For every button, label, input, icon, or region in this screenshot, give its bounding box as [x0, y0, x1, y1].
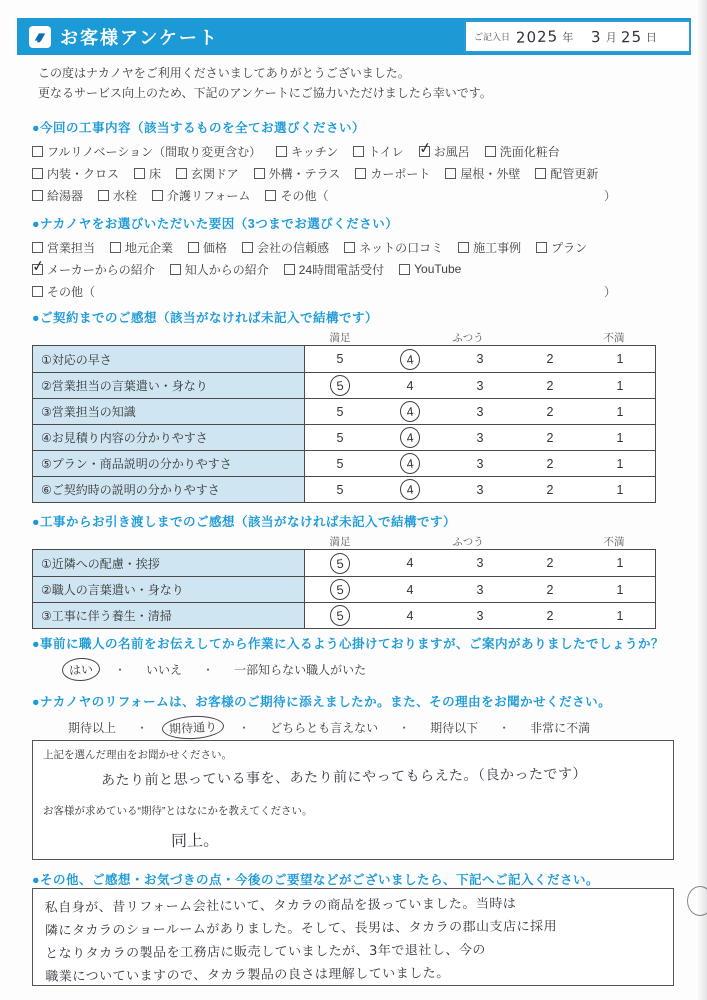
rating-cell-2[interactable]	[515, 425, 585, 450]
checkbox-icon[interactable]	[399, 264, 410, 275]
checkbox-option[interactable]	[32, 239, 95, 256]
checkbox-icon[interactable]	[152, 190, 163, 201]
expectation-definition-answer-handwriting: 同上。	[170, 830, 220, 851]
rating-cell-3[interactable]	[445, 451, 515, 476]
checkbox-label: 屋根・外壁	[460, 166, 521, 181]
checkbox-label: その他（	[280, 188, 329, 203]
rating-value: 2	[546, 556, 554, 570]
date-month-value: 3	[590, 27, 603, 46]
rating-cell-1[interactable]	[585, 399, 655, 424]
checkbox-option[interactable]	[110, 239, 173, 256]
rating-cell-3[interactable]	[445, 550, 515, 576]
option[interactable]: どちらとも言えない	[270, 721, 379, 735]
other-comments-box[interactable]	[32, 888, 674, 986]
handwritten-line: 隣にタカラのショールームがありました。そして、長男は、タカラの郡山支店に採用	[44, 919, 558, 939]
option-separator: ・	[202, 663, 215, 677]
nakanoya-logo-icon	[29, 26, 51, 48]
checkbox-option[interactable]	[276, 143, 338, 160]
checkbox-icon[interactable]	[485, 146, 496, 157]
checkbox-label: お風呂	[433, 144, 470, 159]
option[interactable]: 期待以上	[68, 721, 117, 735]
checkbox-option[interactable]	[355, 165, 430, 182]
checkbox-row	[32, 140, 674, 162]
checkbox-label: 水栓	[113, 188, 138, 203]
rating-row	[33, 424, 655, 450]
date-day-value: 25	[620, 27, 643, 46]
circled-rating-value: 5	[329, 578, 351, 601]
rating-cell-5[interactable]	[305, 425, 375, 450]
rating-row-label: ③工事に伴う養生・清掃	[33, 603, 305, 628]
rating-value: 3	[476, 582, 484, 597]
rating-row	[33, 476, 655, 502]
checkbox-option[interactable]	[353, 143, 403, 160]
checkbox-option[interactable]	[98, 187, 137, 204]
rating-cell-1[interactable]	[585, 550, 655, 576]
pen-mark	[687, 886, 707, 916]
reason-prompt: 上記を選んだ理由をお聞かせください。	[43, 749, 232, 761]
checkbox-icon[interactable]	[284, 264, 295, 275]
rating-cell-2[interactable]	[515, 550, 585, 576]
option[interactable]: 期待以下	[430, 721, 479, 735]
checkbox-icon[interactable]	[110, 242, 121, 253]
close-paren: ）	[603, 284, 616, 299]
checkbox-option[interactable]	[242, 239, 329, 256]
question-heading: ●事前に職人の名前をお伝えしてから作業に入るよう心掛けておりますが、ご案内がありましたでしょうか？	[32, 637, 665, 651]
rating-value: 2	[546, 482, 554, 497]
rating-value: 1	[616, 556, 624, 570]
rating-cell-4[interactable]	[375, 550, 445, 576]
rating-value: 1	[616, 456, 624, 471]
scale-label-normal: ふつう	[452, 332, 484, 344]
rating-cell-5[interactable]	[305, 603, 375, 628]
rating-value: 3	[476, 456, 484, 471]
checkbox-label: 介護リフォーム	[167, 188, 251, 203]
rating-value: 3	[476, 556, 484, 570]
checked-checkbox-icon[interactable]	[417, 138, 433, 158]
checkbox-label: 給湯器	[47, 188, 84, 203]
checkbox-label: キッチン	[291, 144, 339, 159]
option[interactable]: 一部知らない職人がいた	[234, 663, 367, 677]
checkbox-option[interactable]	[284, 261, 384, 278]
page-title: お客様アンケート	[60, 27, 219, 48]
circled-rating-value: 4	[399, 452, 421, 475]
question-expectation	[32, 692, 674, 739]
section-heading: ●ご契約までのご感想（該当がなければ未記入で結構です）	[32, 311, 379, 325]
checkbox-option[interactable]	[344, 239, 443, 256]
checkbox-icon[interactable]	[32, 146, 43, 157]
handwritten-line: 私自身が、昔リフォーム会社にいて、タカラの商品を扱っていました。当時は	[44, 896, 517, 916]
checkbox-label: 知人からの紹介	[184, 262, 269, 277]
rating-value: 5	[336, 430, 344, 445]
checkmark-icon: ✓	[417, 138, 433, 158]
rating-value: 2	[546, 404, 554, 419]
checkbox-icon[interactable]	[32, 168, 43, 179]
checkbox-option[interactable]	[254, 165, 341, 182]
rating-value: 3	[476, 430, 484, 445]
checkbox-icon[interactable]	[276, 146, 287, 157]
circled-rating-value: 4	[399, 478, 421, 501]
rating-row	[33, 450, 655, 476]
checkbox-row	[32, 184, 674, 206]
checkbox-icon[interactable]	[353, 146, 364, 157]
rating-value: 1	[616, 430, 624, 445]
month-unit: 月	[605, 31, 617, 44]
rating-value: 4	[406, 608, 414, 623]
checkbox-label: メーカーからの紹介	[47, 262, 155, 277]
rating-row-label: ⑤プラン・商品説明の分かりやすさ	[33, 451, 305, 476]
question-heading: ●ナカノヤのリフォームは、お客様のご期待に添えましたか。また、その理由をお聞かせください。	[32, 695, 612, 709]
date-label: ご記入日	[474, 32, 511, 42]
checkmark-icon: ✓	[30, 256, 46, 276]
rating-row	[33, 372, 655, 398]
checkbox-option[interactable]	[32, 165, 119, 182]
rating-value: 3	[476, 608, 484, 623]
checkbox-option[interactable]	[170, 261, 269, 278]
rating-cell-5[interactable]	[305, 373, 375, 398]
day-unit: 日	[645, 31, 657, 44]
checkbox-label: トイレ	[368, 144, 404, 159]
checkbox-option[interactable]	[535, 165, 598, 182]
intro-line-1: この度はナカノヤをご利用くださいましてありがとうございました。	[38, 66, 410, 80]
rating-value: 5	[336, 404, 344, 419]
rating-cell-3[interactable]	[445, 399, 515, 424]
handwritten-line: 職業についていますので、タカラ製品の良さは理解していました。	[45, 966, 450, 985]
rating-value: 2	[546, 430, 554, 445]
circled-option[interactable]: 期待通り	[161, 714, 224, 740]
scale-label-normal: ふつう	[452, 536, 484, 548]
rating-scale-header	[32, 330, 674, 345]
checkbox-label: YouTube	[414, 262, 462, 276]
scan-edge-shadow	[697, 0, 707, 1000]
checkbox-label: 24時間電話受付	[298, 262, 385, 277]
option-separator: ・	[498, 721, 511, 735]
checkbox-label: 玄関ドア	[191, 166, 239, 181]
checkbox-option[interactable]	[152, 187, 250, 204]
checkbox-label: その他（	[47, 284, 96, 299]
expectation-definition-prompt: お客様が求めている“期待”とはなにかを教えてください。	[43, 805, 313, 817]
section-heading: ●その他、ご感想・お気づきの点・今後のご要望などがございましたら、下記へご記入ください。	[32, 873, 600, 887]
checkbox-row	[32, 236, 674, 258]
circled-rating-value: 4	[399, 426, 421, 449]
checkbox-label: カーポート	[370, 166, 431, 181]
rating-cell-4[interactable]	[375, 477, 445, 502]
close-paren: ）	[603, 188, 616, 203]
rating-cell-2[interactable]	[515, 577, 585, 602]
circled-rating-value: 5	[329, 374, 351, 397]
rating-cell-3[interactable]	[445, 603, 515, 628]
checkbox-option[interactable]	[265, 187, 328, 204]
checkbox-label: 内装・クロス	[47, 166, 120, 181]
checkbox-option[interactable]	[176, 165, 239, 182]
rating-value: 1	[616, 378, 624, 393]
checkbox-icon[interactable]	[98, 190, 109, 201]
checkbox-icon[interactable]	[445, 168, 456, 179]
checkbox-label: 洗面化粧台	[499, 144, 560, 159]
checkbox-option[interactable]	[485, 143, 560, 160]
option[interactable]: いいえ	[146, 663, 183, 677]
rating-cell-2[interactable]	[515, 603, 585, 628]
intro-text	[38, 64, 492, 104]
expectation-options	[62, 716, 674, 739]
rating-row	[33, 602, 655, 628]
circled-rating-value: 5	[329, 604, 351, 627]
scale-label-dissatisfied: 不満	[603, 332, 625, 344]
checkbox-label: 営業担当	[47, 240, 96, 255]
rating-value: 1	[616, 352, 624, 366]
rating-cell-3[interactable]	[445, 346, 515, 372]
rating-cell-3[interactable]	[445, 577, 515, 602]
circled-rating-value: 4	[399, 400, 421, 423]
checkbox-label: 外構・テラス	[268, 166, 341, 181]
checkbox-label: 価格	[203, 240, 228, 255]
reason-answer-handwriting: あたり前と思っている事を、あたり前にやってもらえた。（良かったです）	[100, 766, 588, 789]
checkbox-label: 配管更新	[550, 166, 599, 181]
checkbox-icon[interactable]	[344, 242, 355, 253]
checkbox-icon[interactable]	[458, 242, 469, 253]
rating-cell-4[interactable]	[375, 425, 445, 450]
rating-value: 2	[546, 608, 554, 623]
rating-row	[33, 576, 655, 602]
rating-value: 3	[476, 404, 484, 419]
rating-value: 2	[546, 378, 554, 393]
rating-cell-1[interactable]	[585, 425, 655, 450]
rating-row	[33, 550, 655, 576]
option-separator: ・	[238, 721, 251, 735]
rating-row	[33, 346, 655, 372]
intro-line-2: 更なるサービス向上のため、下記のアンケートにご協力いただけましたら幸いです。	[38, 85, 492, 100]
year-unit: 年	[562, 31, 574, 44]
checkbox-icon[interactable]	[32, 286, 43, 297]
rating-value: 1	[616, 482, 624, 497]
checkbox-label: 施工事例	[473, 240, 522, 255]
rating-scale-header	[32, 534, 674, 549]
checkbox-option[interactable]	[445, 165, 520, 182]
checkbox-row	[32, 162, 674, 184]
checkbox-option[interactable]	[32, 283, 95, 300]
rating-cell-4[interactable]	[375, 577, 445, 602]
checkbox-label: 会社の信頼感	[257, 240, 330, 255]
section-work-content	[32, 118, 674, 206]
checkbox-option[interactable]	[32, 143, 261, 160]
checkbox-icon[interactable]	[355, 168, 366, 179]
rating-value: 5	[336, 482, 344, 497]
rating-value: 4	[406, 582, 414, 597]
rating-cell-1[interactable]	[585, 577, 655, 602]
date-year-value: 2025	[515, 26, 559, 47]
checkbox-icon[interactable]	[170, 264, 181, 275]
rating-value: 1	[616, 608, 624, 623]
checkbox-row	[32, 280, 674, 302]
section-contract-feedback	[32, 308, 674, 503]
checkbox-option[interactable]	[134, 165, 161, 182]
rating-cell-3[interactable]	[445, 477, 515, 502]
rating-cell-2[interactable]	[515, 373, 585, 398]
checkbox-icon[interactable]	[535, 168, 546, 179]
circled-rating-value: 5	[329, 551, 351, 574]
scale-label-satisfied: 満足	[329, 536, 351, 548]
work-checkbox-group	[32, 140, 674, 206]
circled-option[interactable]: はい	[61, 657, 100, 682]
rating-cell-1[interactable]	[585, 373, 655, 398]
other-comments-handwriting	[45, 891, 662, 988]
handwritten-line: となりタカラの製品を工務店に販売していましたが、3年で退社し、今の	[45, 942, 486, 962]
rating-value: 5	[336, 352, 344, 366]
checkbox-label: フルリノベーション（間取り変更含む）	[47, 144, 262, 159]
scale-label-dissatisfied: 不満	[603, 536, 625, 548]
rating-cell-2[interactable]	[515, 346, 585, 372]
rating-row-label: ②営業担当の言葉遣い・身なり	[33, 373, 305, 398]
rating-row-label: ②職人の言葉遣い・身なり	[33, 577, 305, 602]
option-separator: ・	[136, 721, 149, 735]
checkbox-icon[interactable]	[32, 190, 43, 201]
checkbox-option[interactable]	[30, 256, 155, 278]
rating-value: 2	[546, 582, 554, 597]
rating-value: 2	[546, 352, 554, 366]
option[interactable]: 非常に不満	[530, 721, 591, 735]
rating-cell-1[interactable]	[585, 477, 655, 502]
rating-cell-4[interactable]	[375, 603, 445, 628]
question-craftsman-names	[32, 634, 674, 681]
circled-rating-value: 4	[399, 347, 421, 370]
section-heading: ●工事からお引き渡しまでのご感想（該当がなければ未記入で結構です）	[32, 515, 457, 529]
checkbox-option[interactable]	[32, 187, 83, 204]
rating-value: 5	[336, 456, 344, 471]
rating-cell-1[interactable]	[585, 451, 655, 476]
rating-row-label: ⑥ご契約時の説明の分かりやすさ	[33, 477, 305, 502]
rating-row-label: ①対応の早さ	[33, 346, 305, 372]
rating-value: 2	[546, 456, 554, 471]
checkbox-row	[32, 258, 674, 280]
option-separator: ・	[114, 663, 127, 677]
checkbox-option[interactable]	[536, 239, 587, 256]
rating-cell-1[interactable]	[585, 603, 655, 628]
rating-value: 4	[406, 556, 414, 570]
checkbox-option[interactable]	[188, 239, 227, 256]
rating-cell-4[interactable]	[375, 451, 445, 476]
reason-comment-box[interactable]	[32, 740, 674, 860]
rating-cell-5[interactable]	[305, 399, 375, 424]
rating-value: 1	[616, 582, 624, 597]
rating-cell-4[interactable]	[375, 346, 445, 372]
checkbox-icon[interactable]	[134, 168, 145, 179]
rating-cell-5[interactable]	[305, 346, 375, 372]
rating-cell-2[interactable]	[515, 451, 585, 476]
rating-cell-5[interactable]	[305, 477, 375, 502]
rating-cell-5[interactable]	[305, 451, 375, 476]
checkbox-label: 床	[149, 166, 162, 181]
checkbox-icon[interactable]	[242, 242, 253, 253]
rating-cell-5[interactable]	[305, 550, 375, 576]
rating-value: 3	[476, 352, 484, 366]
rating-row-label: ④お見積り内容の分かりやすさ	[33, 425, 305, 450]
contract-rating-table	[32, 345, 656, 503]
rating-cell-3[interactable]	[445, 425, 515, 450]
checkbox-icon[interactable]	[254, 168, 265, 179]
scale-label-satisfied: 満足	[329, 332, 351, 344]
reason-checkbox-group	[32, 236, 674, 302]
rating-value: 1	[616, 404, 624, 419]
craftsman-options	[62, 658, 674, 681]
handover-rating-table	[32, 549, 656, 629]
rating-value: 3	[476, 378, 484, 393]
rating-value: 3	[476, 482, 484, 497]
rating-cell-4[interactable]	[375, 373, 445, 398]
checkbox-icon[interactable]	[188, 242, 199, 253]
checkbox-option[interactable]	[417, 138, 470, 160]
checkbox-option[interactable]	[458, 239, 521, 256]
checkbox-icon[interactable]	[536, 242, 547, 253]
rating-row	[33, 398, 655, 424]
section-choose-reason	[32, 214, 674, 302]
checkbox-label: ネットの口コミ	[359, 240, 444, 255]
checkbox-icon[interactable]	[265, 190, 276, 201]
rating-cell-2[interactable]	[515, 399, 585, 424]
section-heading: ●今回の工事内容（該当するものを全てお選びください）	[32, 121, 366, 135]
checkbox-label: プラン	[551, 240, 588, 255]
rating-cell-3[interactable]	[445, 373, 515, 398]
checkbox-option[interactable]	[399, 262, 461, 276]
rating-row-label: ③営業担当の知識	[33, 399, 305, 424]
rating-cell-1[interactable]	[585, 346, 655, 372]
checkbox-icon[interactable]	[176, 168, 187, 179]
rating-row-label: ①近隣への配慮・挨拶	[33, 550, 305, 576]
rating-cell-2[interactable]	[515, 477, 585, 502]
rating-value: 4	[406, 378, 414, 393]
date-entry-field[interactable]	[464, 20, 691, 53]
checked-checkbox-icon[interactable]	[30, 256, 46, 276]
checkbox-label: 地元企業	[125, 240, 174, 255]
rating-cell-5[interactable]	[305, 577, 375, 602]
rating-cell-4[interactable]	[375, 399, 445, 424]
option-separator: ・	[398, 721, 411, 735]
checkbox-icon[interactable]	[32, 242, 43, 253]
section-heading: ●ナカノヤをお選びいただいた要因（3つまでお選びください）	[32, 217, 399, 231]
section-handover-feedback	[32, 512, 674, 629]
